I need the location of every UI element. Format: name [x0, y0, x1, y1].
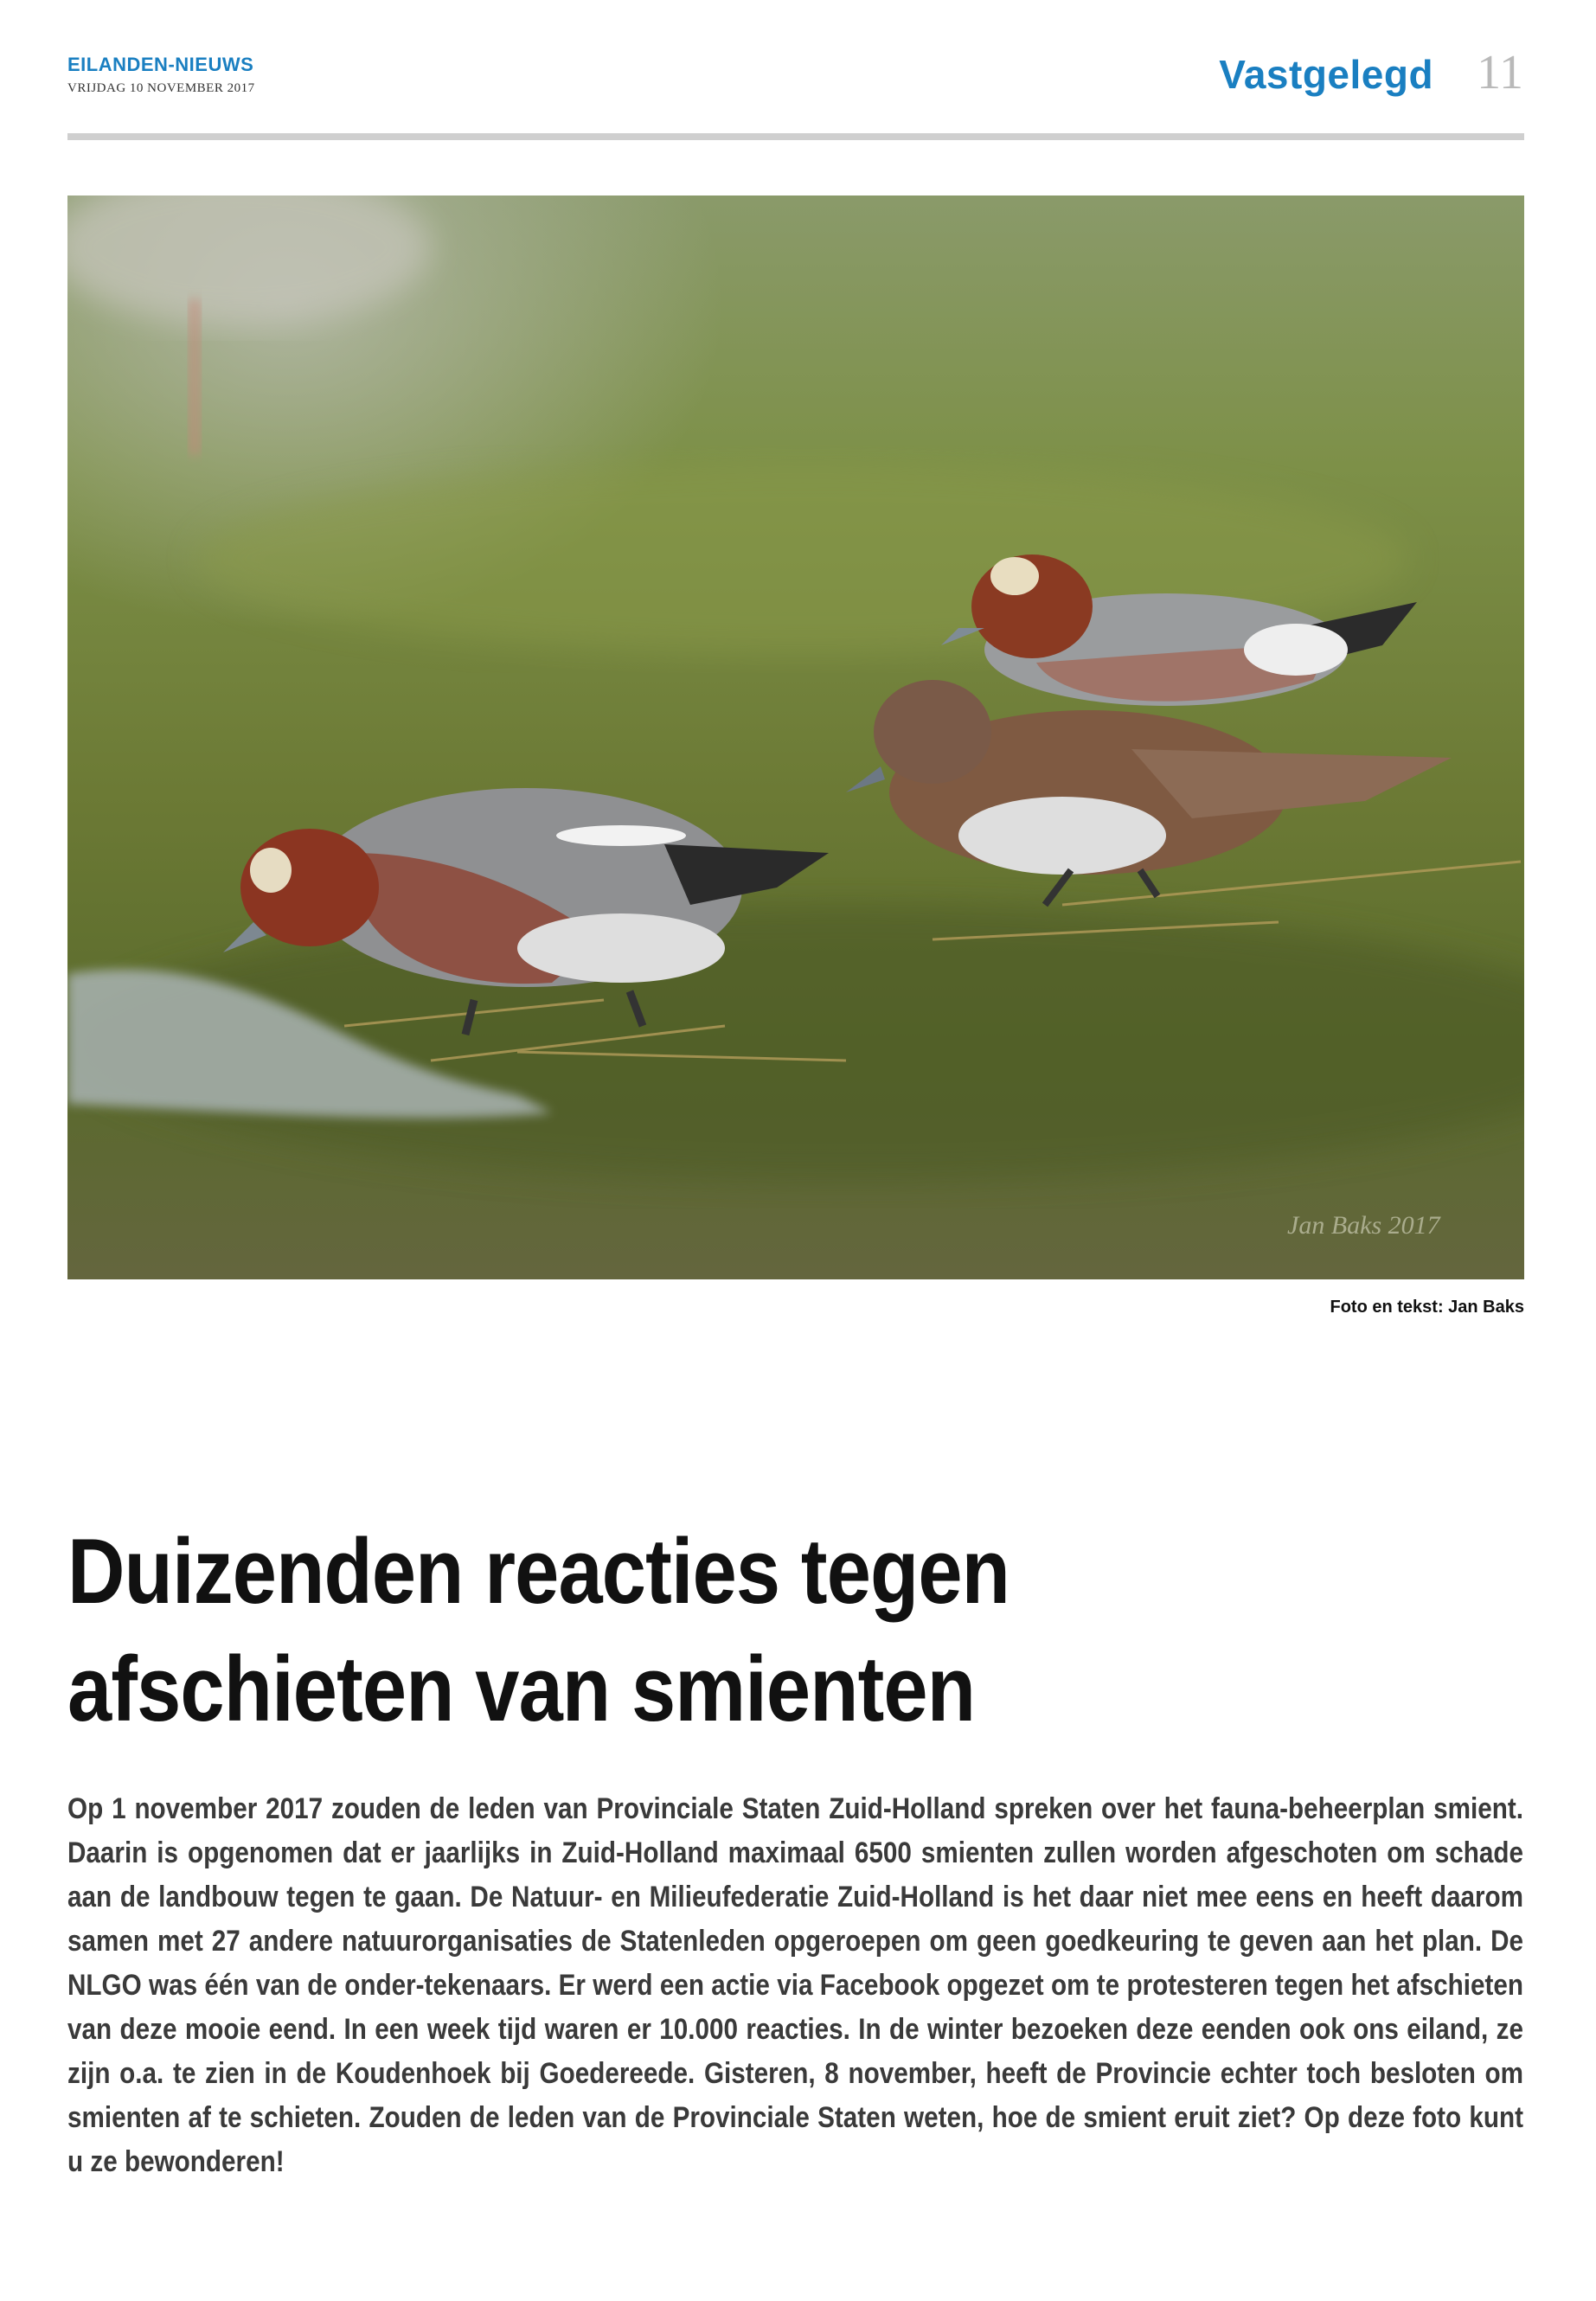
issue-date: VRIJDAG 10 NOVEMBER 2017 [67, 81, 255, 95]
photo-watermark: Jan Baks 2017 [1287, 1211, 1440, 1240]
article-body: Op 1 november 2017 zouden de leden van Provinciale Staten Zuid-Holland spreken over het fauna-beheerplan smient. Daarin is opgenomen dat er jaarlijks in Zuid-Holland maximaal 6500 smienten zullen worden afgeschoten om schade aan de landbouw tegen te gaan. De Natuur- en Milieufederatie Zuid-Holland is het daar niet mee eens en heeft daarom samen met 27 andere natuurorganisaties de Statenleden opgeroepen om geen goedkeuring te geven aan het plan. De NLGO was één van de onder-tekenaars. Er werd een actie via Facebook opgezet om te protesteren tegen het afschieten van deze mooie eend. In een week tijd waren er 10.000 reacties. In de winter bezoeken deze eenden ook ons eiland, ze zijn o.a. te zien in de Koudenhoek bij Goedereede. Gisteren, 8 november, heeft de Provincie echter toch besloten om smienten af te schieten. Zouden de leden van de Provinciale Staten weten, hoe de smient eruit ziet? Op deze foto kunt u ze bewonderen! [67, 1792, 1524, 2178]
header-divider [67, 133, 1524, 140]
section-title: Vastgelegd [1219, 52, 1434, 97]
paper-name: EILANDEN-NIEUWS [67, 54, 254, 75]
page-number: 11 [1477, 46, 1523, 99]
masthead [67, 55, 255, 96]
article-headline: Duizenden reacties tegen afschieten van smienten [67, 1519, 1010, 1740]
section-header [1219, 45, 1523, 100]
wigeon-photo [67, 195, 1524, 1279]
photo-credit: Foto en tekst: Jan Baks [1330, 1298, 1524, 1317]
article-photo [67, 195, 1524, 1279]
